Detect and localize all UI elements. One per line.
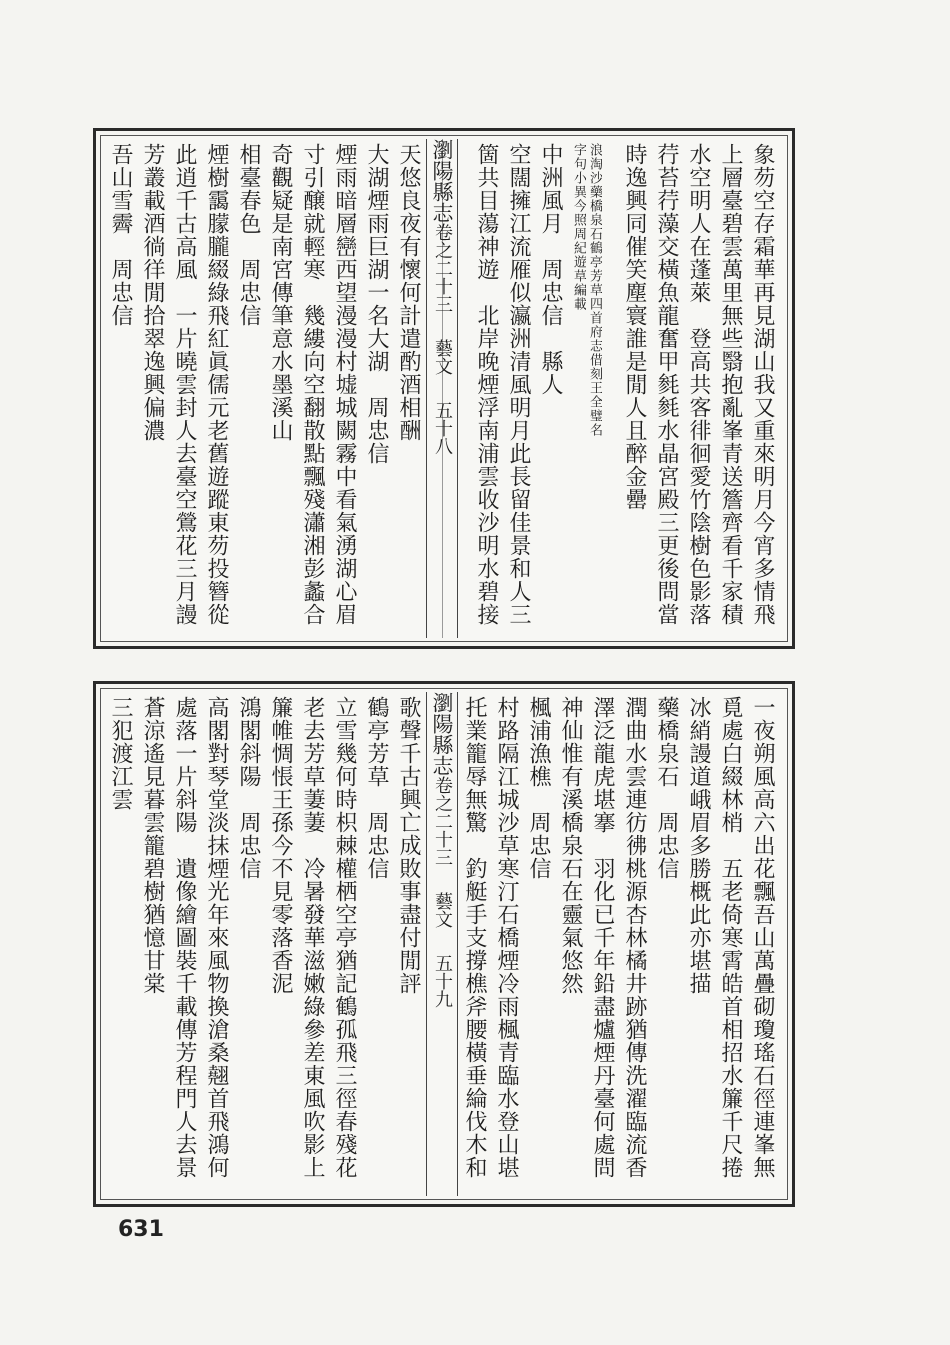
annotation-column: 字句小異今照周紀遊草編載: [571, 143, 586, 311]
poem-heading: 吾山雪霽 周忠信: [108, 143, 133, 327]
text-column: 箇共目蕩神遊 北岸晚煙浮南浦雲收沙明水碧接: [474, 143, 499, 626]
text-column: 處落一片斜陽 遺像繪圖裝千載傳芳程門人去景: [172, 696, 197, 1179]
text-column: 空闊擁江流雁似瀛洲清風明月此長留佳景和人三: [506, 143, 531, 626]
page-margin-label: [426, 692, 458, 1196]
poem-heading: 藥橋泉石 周忠信: [654, 696, 679, 880]
section-label: 藝文: [432, 339, 453, 375]
text-column: 村路隔江城沙草寒汀石橋煙冷雨楓青臨水登山堪: [494, 696, 519, 1179]
text-column: 覓處白綴林梢 五老倚寒霄皓首相招水簾千尺捲: [718, 696, 743, 1179]
text-column: 上層臺碧雲萬里無些翳抱亂峯青送簷齊看千家積: [718, 143, 743, 626]
text-column: 神仙惟有溪橋泉石在靈氣悠然: [558, 696, 583, 995]
text-column: 潤曲水雲連彷彿桃源杏林橘井跡猶傳洗濯臨流香: [622, 696, 647, 1179]
leaf-number: 五十九: [432, 954, 453, 1008]
volume-label: 卷之二十三: [432, 223, 453, 313]
poem-heading: 中洲風月 周忠信 縣人: [538, 143, 563, 396]
text-column: 澤泛龍虎堪搴 羽化已千年鉛盡爐煙丹臺何處問: [590, 696, 615, 1179]
text-column: 簾帷惆悵王孫今不見零落香泥: [268, 696, 293, 995]
text-column: 歌聲千古興亡成敗事盡付閒評: [396, 696, 421, 995]
annotation-column: 浪淘沙藥橋泉石鶴亭芳草四首府志借刻王全璧名: [587, 143, 602, 437]
text-column: 天悠良夜有懷何計遣酌酒相酬: [396, 143, 421, 442]
text-column: 托業籠辱無驚 釣艇手支撐樵斧腰橫垂綸伐木和: [462, 696, 487, 1179]
page-margin-label: [426, 139, 458, 638]
county-gazetteer-title: 瀏陽縣志: [430, 692, 454, 776]
text-column: 蒼涼遙見暮雲籠碧樹猶憶甘棠: [140, 696, 165, 995]
text-column: 立雪幾何時枳棘權栖空亭猶記鶴孤飛三徑春殘花: [332, 696, 357, 1179]
text-column: 時逸興同催笑塵寰誰是閒人且醉金罍: [622, 143, 647, 511]
text-column: 高閣對琴堂淡抹煙光年來風物換滄桑翹首飛鴻何: [204, 696, 229, 1179]
page-number: 631: [118, 1217, 164, 1242]
text-column: 奇觀疑是南宮傳筆意水墨溪山: [268, 143, 293, 442]
text-column: 一夜朔風高六出花飄吾山萬疊砌瓊瑤石徑連峯無: [750, 696, 775, 1179]
text-column: 老去芳草萋萋 冷暑發華滋嫩綠參差東風吹影上: [300, 696, 325, 1179]
text-column: 水空明人在蓬萊 登高共客徘徊愛竹陰樹色影落: [686, 143, 711, 626]
poem-heading: 鶴亭芳草 周忠信: [364, 696, 389, 880]
poem-heading: 三犯渡江雲: [108, 696, 133, 811]
poem-heading: 楓浦漁樵 周忠信: [526, 696, 551, 880]
text-column: 此逍千古高風 一片曉雲封人去臺空鶯花三月謾: [172, 143, 197, 626]
poem-heading: 鴻閣斜陽 周忠信: [236, 696, 261, 880]
county-gazetteer-title: 瀏陽縣志: [430, 139, 454, 223]
leaf-number: 五十八: [432, 401, 453, 455]
text-column: 煙雨暗層巒西望漫漫村墟城闕霧中看氣湧湖心眉: [332, 143, 357, 626]
section-label: 藝文: [432, 892, 453, 928]
volume-label: 卷之二十三: [432, 776, 453, 866]
upper-page-frame: [93, 128, 795, 649]
lower-page-frame: [93, 681, 795, 1207]
poem-heading: 相臺春色 周忠信: [236, 143, 261, 327]
text-column: 寸引醸就輕寒 幾縷向空翻散點飄殘瀟湘彭蠡合: [300, 143, 325, 626]
text-column: 荇苔荇藻交橫魚龍奮甲毵毵水晶宮殿三更後問當: [654, 143, 679, 626]
text-column: 冰綃謾道峨眉多勝概此亦堪描: [686, 696, 711, 995]
text-column: 象芴空存霜華再見湖山我又重來明月今宵多情飛: [750, 143, 775, 626]
text-column: 芳叢載酒徜徉閒拾翠逸興偏濃: [140, 143, 165, 442]
text-column: 煙樹靄朦朧綴綠飛紅眞儒元老舊遊蹤東芴投簪從: [204, 143, 229, 626]
poem-heading: 大湖煙雨巨湖一名大湖 周忠信: [364, 143, 389, 465]
